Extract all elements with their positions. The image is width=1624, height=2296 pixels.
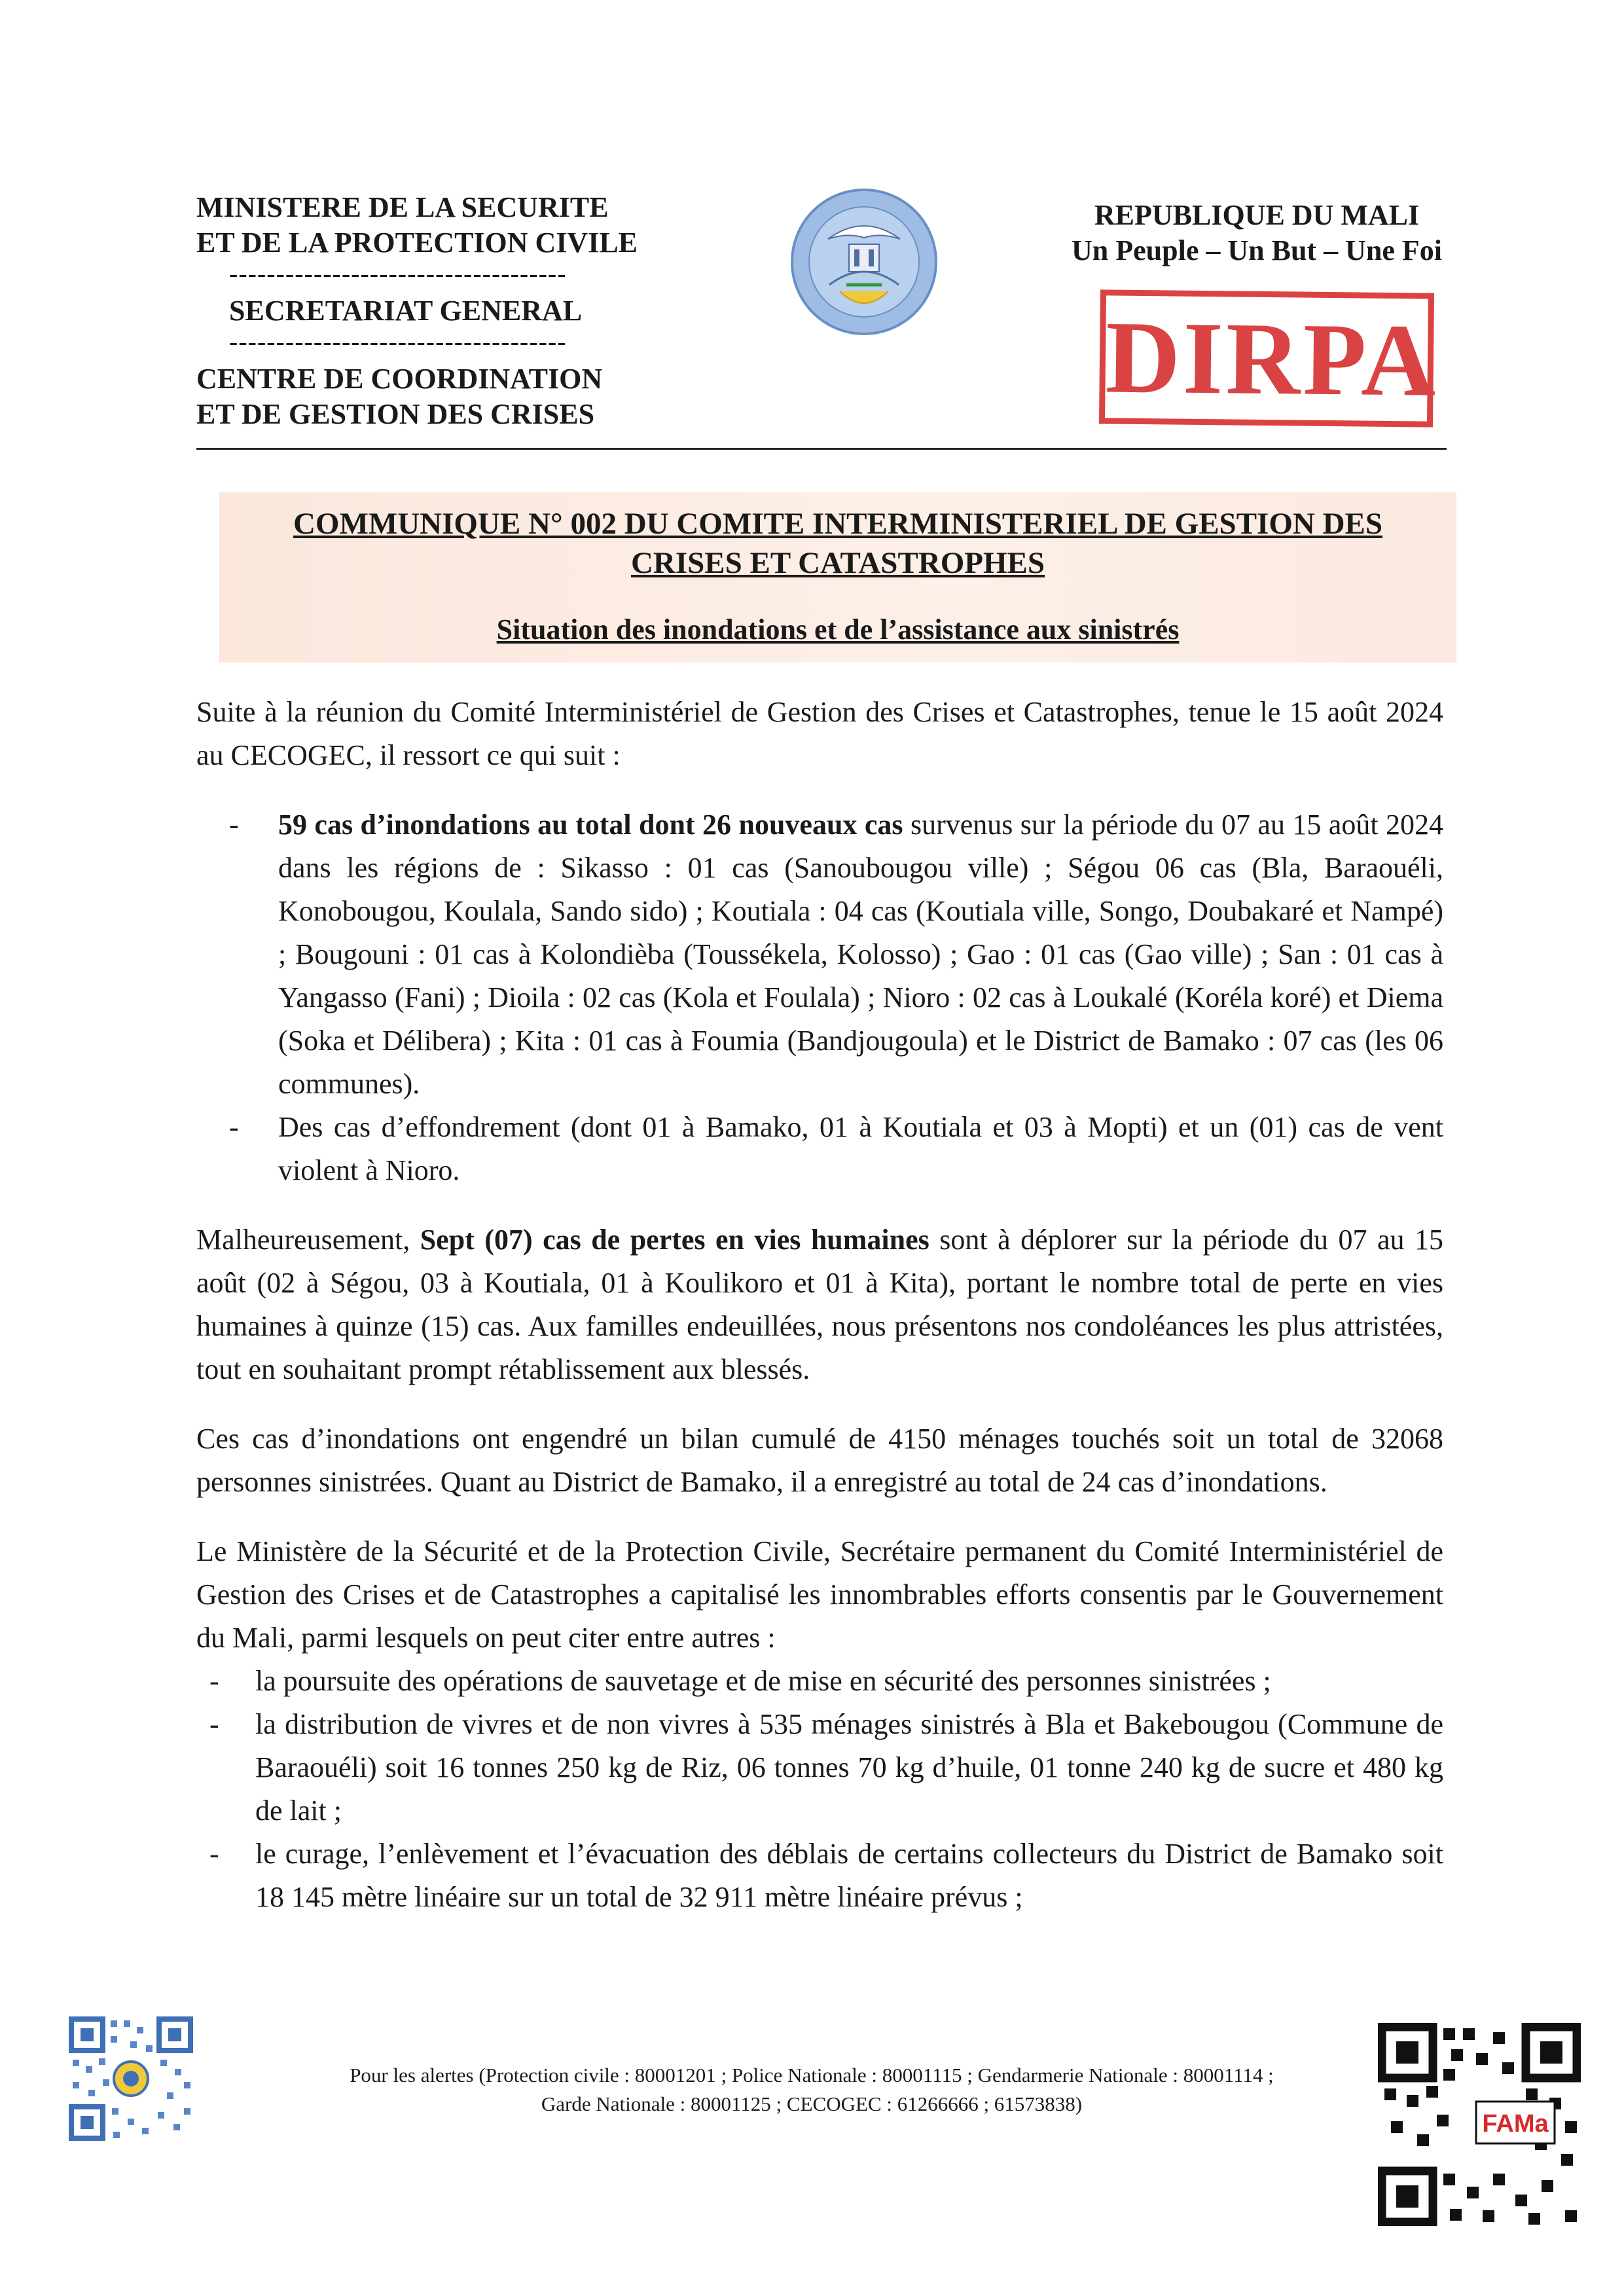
casualties-paragraph <box>196 1218 1443 1391</box>
list-item <box>196 803 1443 1106</box>
list-item: - le curage, l’enlèvement et l’évacuation des déblais de certains collecteurs du District de Bamako soit 18 145 mètre linéaire sur un total de 32 911 mètre linéaire prévus ; <box>196 1832 1443 1919</box>
secretariat-label: SECRETARIAT GENERAL <box>229 295 583 327</box>
centre-name-line1: CENTRE DE COORDINATION <box>196 363 603 395</box>
ministry-name-line1: MINISTERE DE LA SECURITE <box>196 191 609 223</box>
qr-code-icon <box>1378 2023 1581 2226</box>
mali-coat-of-arms-seal-icon <box>789 187 939 337</box>
situation-list <box>196 803 1443 1192</box>
communique-title-line1: COMMUNIQUE N° 002 DU COMITE INTERMINISTERIEL DE GESTION DES <box>293 507 1383 541</box>
intro-paragraph: Suite à la réunion du Comité Interministériel de Gestion des Crises et Catastrophes, tenue le 15 août 2024 au CECOGEC, il ressort ce qui suit : <box>196 696 1443 771</box>
casualties-detail: sont à déplorer sur la période du 07 au 15 août (02 à Ségou, 03 à Koutiala, 01 à Koulikoro et 01 à Kita), portant le nombre total de perte en vies humaines à quinze (15) cas. Aux familles endeuillées, nous présentons nos condoléances les plus attristées, tout en souhaitant prompt rétablissement aux blessés. <box>196 1224 1444 1385</box>
flood-cases-detail: survenus sur la période du 07 au 15 août 2024 dans les régions de : Sikasso : 01 cas (Sanoubougou ville) ; Ségou 06 cas (Bla, Baraouéli, Konobougou, Koulala, Sando sido) ; Koutiala : 04 cas (Koutiala ville, Songo, Doubakaré et Nampé) ; Bougouni : 01 cas à Kolondièba (Toussékela, Kolosso) ; Gao : 01 cas (Gao ville) ; San : 01 cas à Yangasso (Fani) ; Dioila : 02 cas (Kola et Foulala) ; Nioro : 02 cas à Loukalé (Koréla koré) et Diema (Soka et Délibera) ; Kita : 01 cas à Foumia (Bandjougoula) et le District de Bamako : 07 cas (les 06 communes). <box>278 809 1443 1100</box>
communique-title <box>219 504 1456 583</box>
communique-body <box>196 691 1443 1919</box>
actions-list <box>196 1660 1443 1919</box>
centre-name-line2: ET DE GESTION DES CRISES <box>196 398 595 430</box>
alert-contacts-line1: Pour les alertes (Protection civile : 80001201 ; Police Nationale : 80001115 ; Gendarmerie Nationale : 80001114 ; <box>350 2064 1274 2086</box>
list-item: - la distribution de vivres et de non vivres à 535 ménages sinistrés à Bla et Bakebougou (Commune de Baraouéli) soit 16 tonnes 250 kg de Riz, 06 tonnes 70 kg d’huile, 01 tonne 240 kg de sucre et 480 kg de lait ; <box>196 1703 1443 1832</box>
list-item: - la poursuite des opérations de sauvetage et de mise en sécurité des personnes sinistrées ; <box>196 1660 1443 1703</box>
qr-code-icon <box>69 2016 193 2141</box>
casualties-intro: Malheureusement, <box>196 1224 420 1256</box>
ministry-name-line2: ET DE LA PROTECTION CIVILE <box>196 227 638 259</box>
republic-header <box>1047 198 1466 268</box>
actions-intro-paragraph: Le Ministère de la Sécurité et de la Protection Civile, Secrétaire permanent du Comité Interministériel de Gestion des Crises et de Catastrophes a capitalisé les innombrables efforts consentis par le Gouvernement du Mali, parmi lesquels on peut citer entre autres : <box>196 1535 1443 1654</box>
toll-paragraph: Ces cas d’inondations ont engendré un bilan cumulé de 4150 ménages touchés soit un total de 32068 personnes sinistrées. Quant au District de Bamako, il a enregistré au total de 24 cas d’inondations. <box>196 1423 1443 1498</box>
list-item: - Des cas d’effondrement (dont 01 à Bamako, 01 à Koutiala et 03 à Mopti) et un (01) cas de vent violent à Nioro. <box>196 1106 1443 1192</box>
ministry-header <box>196 190 694 432</box>
alert-contacts-footer <box>249 2061 1375 2119</box>
fama-label: FAMa <box>1482 2110 1549 2138</box>
header-separator: ------------------------------------ <box>229 259 567 288</box>
communique-banner <box>219 492 1456 663</box>
alert-contacts-line2: Garde Nationale : 80001125 ; CECOGEC : 61266666 ; 61573838) <box>541 2092 1083 2115</box>
communique-subtitle: Situation des inondations et de l’assistance aux sinistrés <box>496 613 1180 646</box>
republic-name: REPUBLIQUE DU MALI <box>1094 199 1420 231</box>
national-motto: Un Peuple – Un But – Une Foi <box>1072 234 1442 266</box>
dirpa-stamp: DIRPA <box>1099 289 1434 427</box>
flood-cases-highlight: 59 cas d’inondations au total dont 26 nouveaux cas <box>278 809 903 841</box>
casualties-highlight: Sept (07) cas de pertes en vies humaines <box>420 1224 929 1256</box>
header-divider <box>196 448 1447 450</box>
header-separator: ------------------------------------ <box>229 327 567 356</box>
communique-title-line2: CRISES ET CATASTROPHES <box>630 546 1045 580</box>
